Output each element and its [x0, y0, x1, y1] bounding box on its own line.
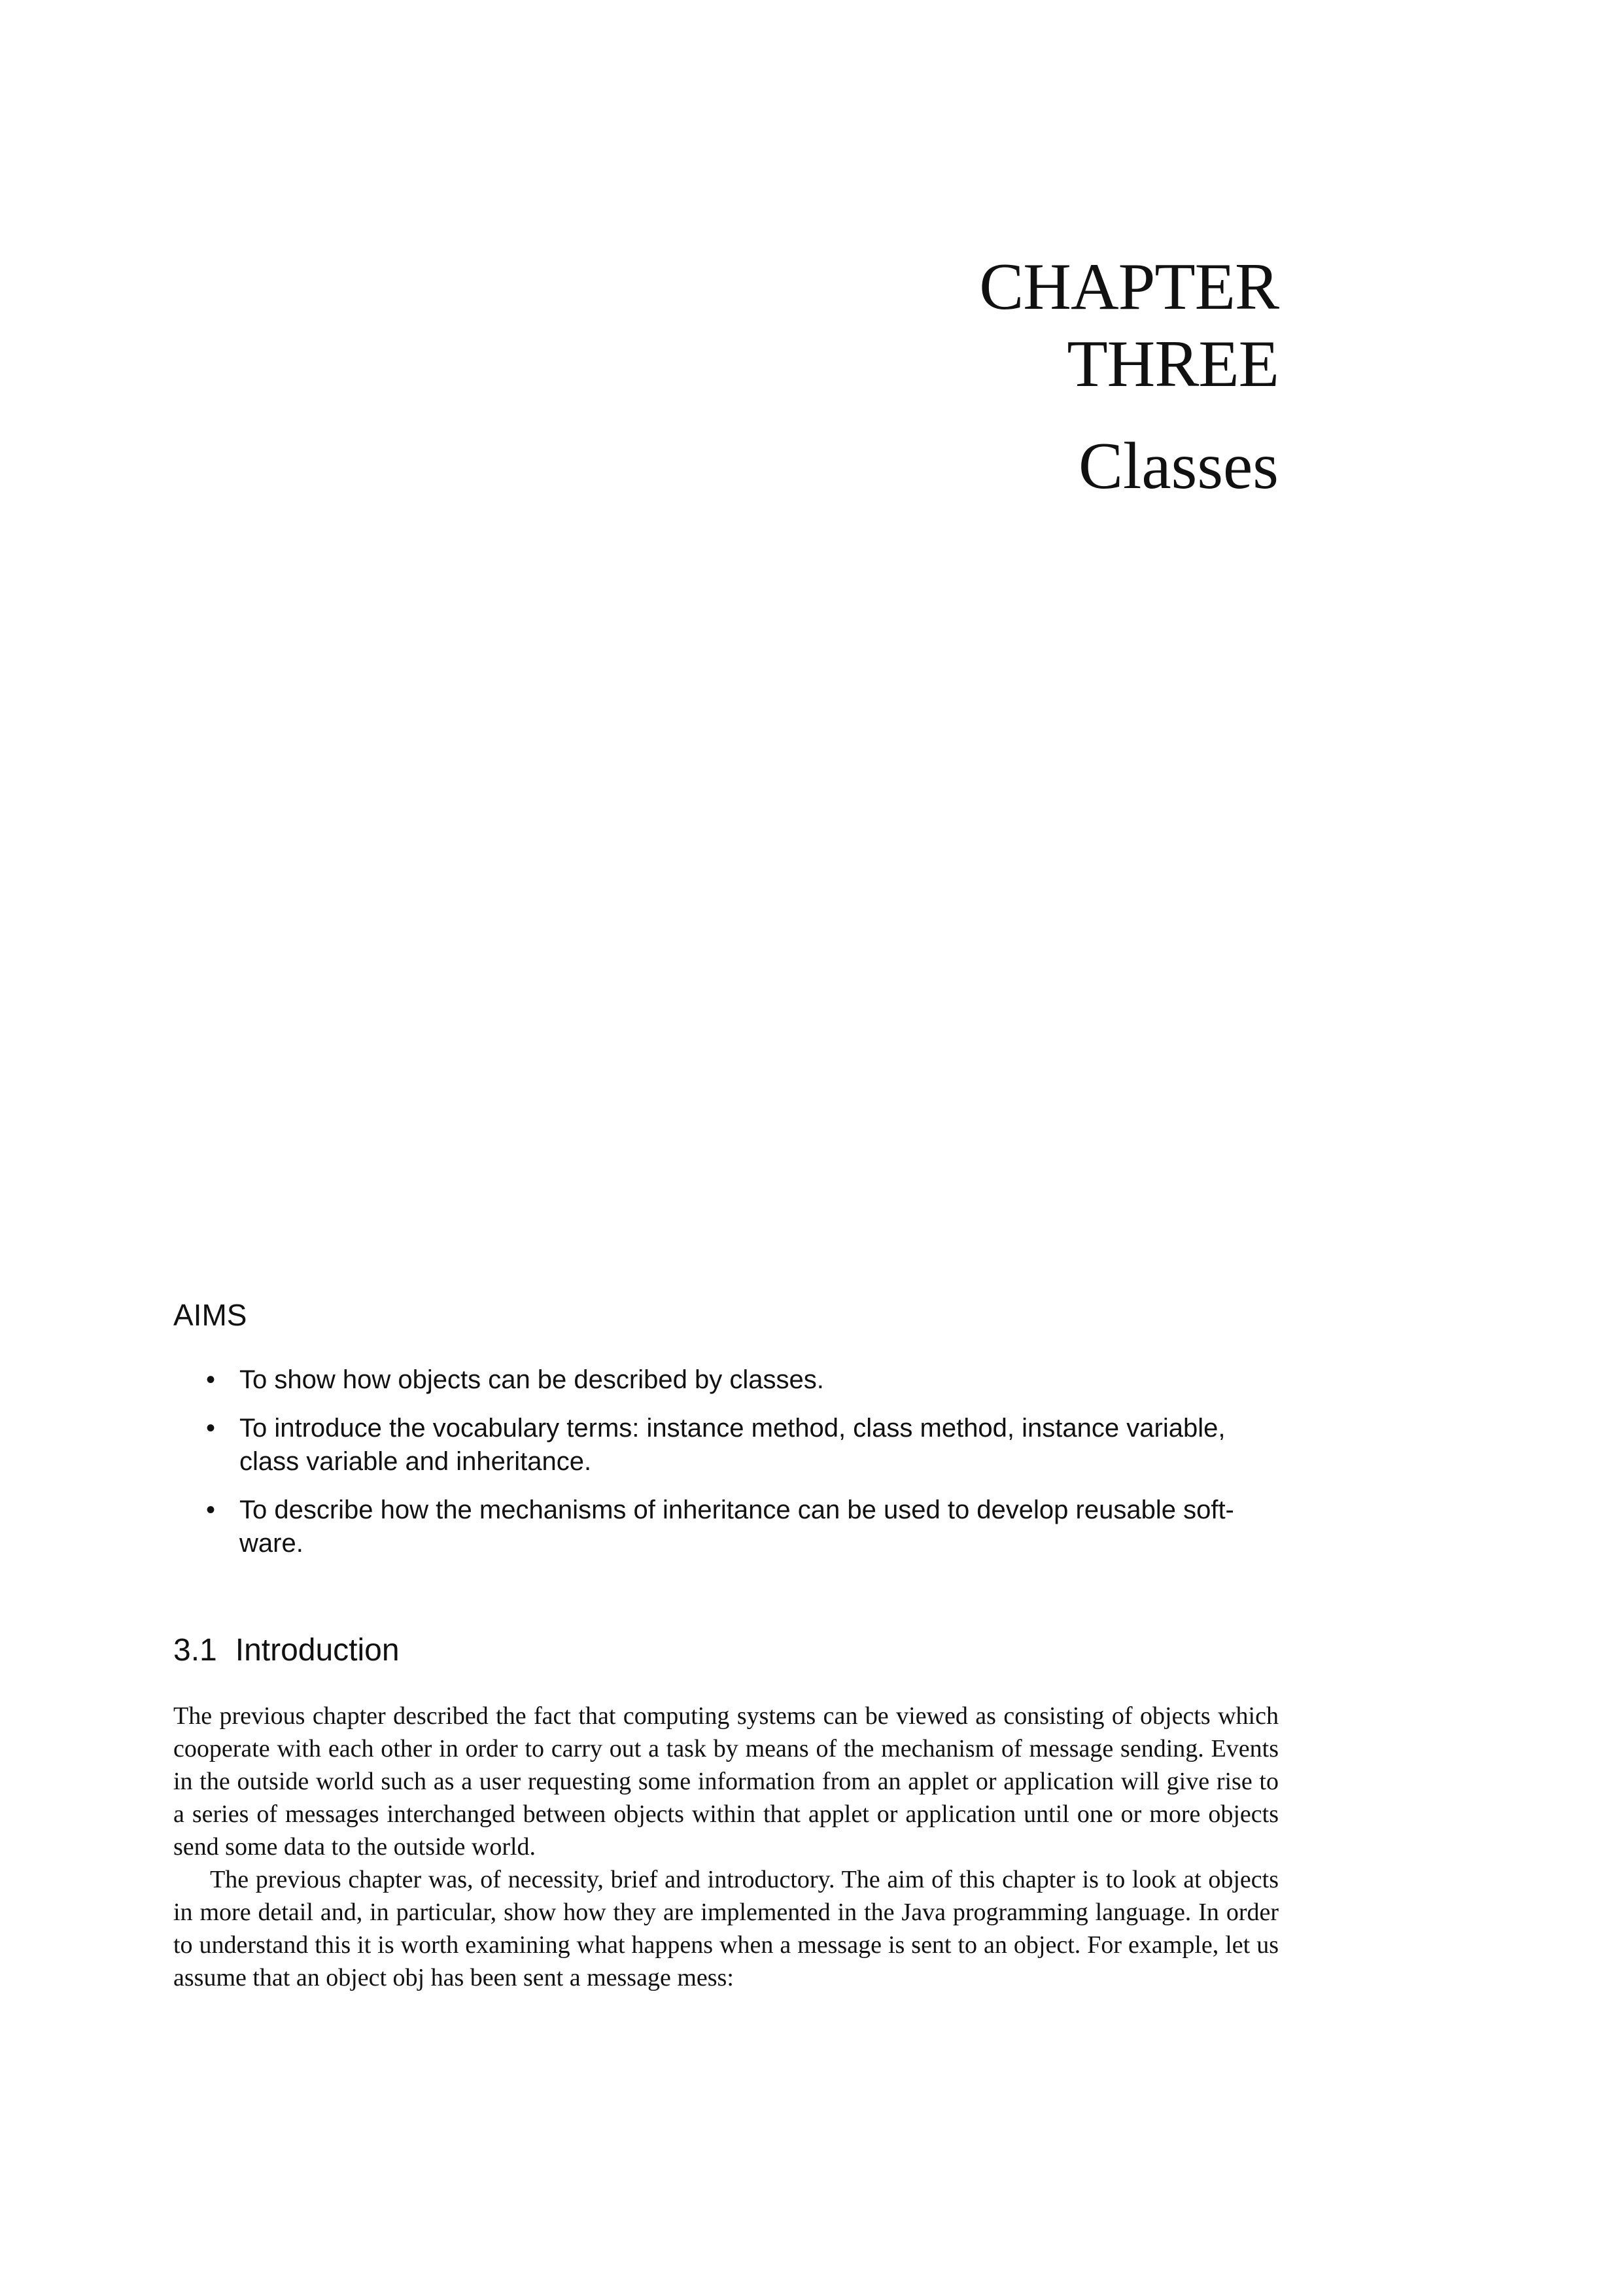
aims-item-text: To introduce the vocabulary terms: instance method, class method, instance variable, class variable and inheritance.	[239, 1414, 1226, 1476]
body-text	[173, 1700, 1279, 1994]
section-number: 3.1	[173, 1633, 217, 1668]
section-heading	[173, 1631, 400, 1670]
aims-list-item	[173, 1494, 1279, 1560]
bullet-icon: •	[206, 1414, 216, 1443]
chapter-label-line1: CHAPTER	[979, 250, 1279, 324]
aims-list-item	[173, 1363, 1279, 1397]
section-title: Introduction	[235, 1633, 400, 1668]
aims-list-item	[173, 1412, 1279, 1479]
aims-item-text: To show how objects can be described by classes.	[239, 1365, 824, 1394]
chapter-title: Classes	[1079, 429, 1279, 503]
bullet-icon: •	[206, 1496, 216, 1524]
bullet-icon: •	[206, 1365, 216, 1394]
paragraph: The previous chapter was, of necessity, brief and introductory. The aim of this chapter is to look at objects in more detail and, in particular, show how they are implemented in the Java programming language. In order to understand this it is worth examining what happens when a message is sent to an object. For example, let us assume that an object obj has been sent a message mess:	[173, 1866, 1279, 1991]
aims-section	[173, 1295, 1279, 1575]
chapter-heading	[979, 249, 1279, 505]
aims-item-text: To describe how the mechanisms of inheritance can be used to develop reusable soft-ware.	[239, 1496, 1234, 1558]
chapter-label-line2: THREE	[1067, 327, 1279, 401]
paragraph: The previous chapter described the fact that computing systems can be viewed as consisting of objects which cooperate with each other in order to carry out a task by means of the mechanism of message sending. Events in the outside world such as a user requesting some information from an applet or application will give rise to a series of messages interchanged between objects within that applet or application until one or more objects send some data to the outside world.	[173, 1702, 1279, 1861]
aims-list	[173, 1363, 1279, 1560]
aims-heading: AIMS	[173, 1298, 247, 1332]
